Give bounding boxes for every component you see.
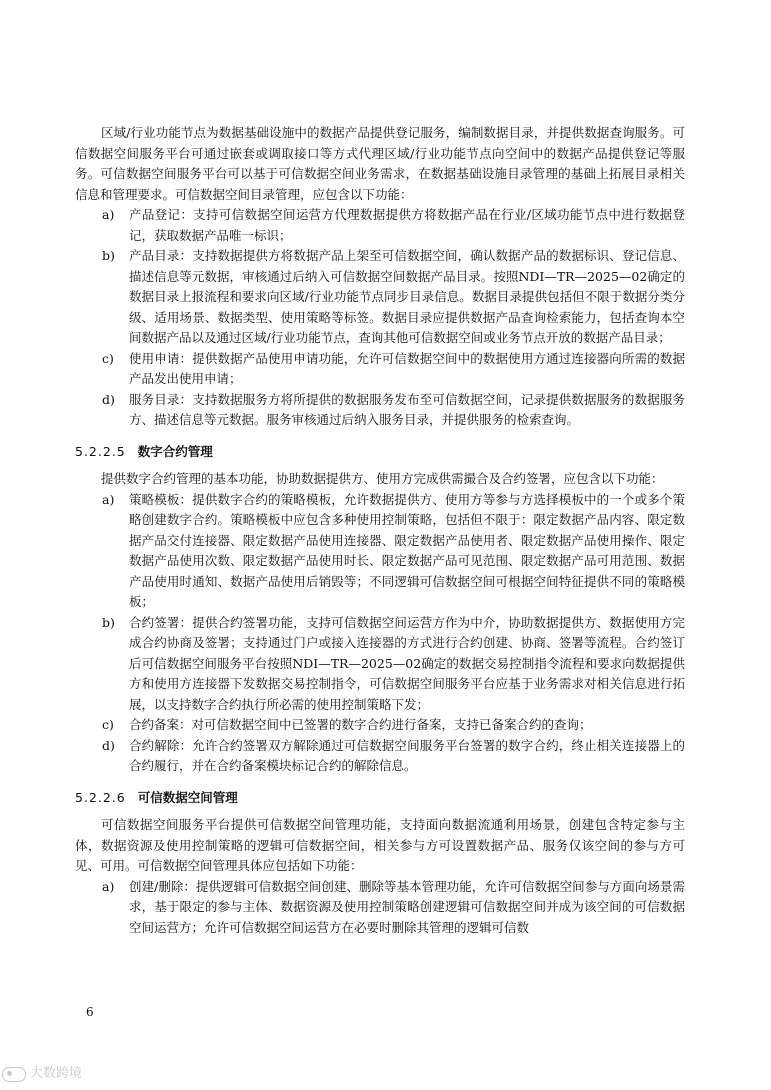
page-number: 6 <box>86 1005 94 1019</box>
section-title: 数字合约管理 <box>137 443 213 459</box>
list-item <box>75 715 685 736</box>
list-item-text: 合约备案：对可信数据空间中已签署的数字合约进行备案，支持已备案合约的查询； <box>129 717 592 732</box>
list-marker: c) <box>102 717 114 732</box>
list-marker: d) <box>102 737 115 753</box>
list-item <box>75 349 685 390</box>
list-item-text: 产品登记：支持可信数据空间运营方代理数据提供方将数据产品在行业/区域功能节点中进行数据登记，获取数据产品唯一标识； <box>129 207 685 243</box>
list-item <box>75 613 685 716</box>
section-paragraph: 提供数字合约管理的基本功能，协助数据提供方、使用方完成供需撮合及合约签署，应包含以下功能： <box>101 471 664 486</box>
list-item-text: 创建/删除：提供逻辑可信数据空间创建、删除等基本管理功能，允许可信数据空间参与方面向场景需求，基于限定的参与主体、数据资源及使用控制策略创建逻辑可信数据空间并成为该空间的可信数据空间运营方；允许可信数据空间运营方在必要时删除其管理的逻辑可信数 <box>129 878 685 935</box>
list-item-text: 策略模板：提供数字合约的策略模板，允许数据提供方、使用方等参与方选择模板中的一个或多个策略创建数字合约。策略模板中应包含多种使用控制策略，包括但不限于：限定数据产品内容、限定数据产品交付连接器、限定数据产品使用连接器、限定数据产品使用者、限定数据产品使用操作、限定数据产品使用次数、限定数据产品使用时长、限定数据产品可见范围、限定数据产品可用范围、数据产品使用时通知、数据产品使用后销毁等；不同逻辑可信数据空间可根据空间特征提供不同的策略模板； <box>129 491 685 609</box>
list-item <box>75 490 685 613</box>
watermark <box>2 1064 82 1085</box>
list-marker: c) <box>102 350 114 366</box>
section-list <box>75 877 685 939</box>
section-paragraph: 可信数据空间服务平台提供可信数据空间管理功能，支持面向数据流通利用场景，创建包含特定参与主体，数据资源及使用控制策略的逻辑可信数据空间，相关参与方可设置数据产品、服务仅该空间的参与方可见、可用。可信数据空间管理具体应包括如下功能： <box>75 817 685 873</box>
list-marker: a) <box>102 491 115 507</box>
list-item <box>75 877 685 939</box>
list-marker: d) <box>102 391 115 407</box>
list-item-text: 产品目录：支持数据提供方将数据产品上架至可信数据空间，确认数据产品的数据标识、登记信息、描述信息等元数据，审核通过后纳入可信数据空间数据产品目录。按照NDI—TR—2025—02确定的数据目录上报流程和要求向区域/行业功能节点同步目录信息。数据目录提供包括但不限于数据分类分级、适用场景、数据类型、使用策略等标签。数据目录应提供数据产品查询检索能力，包括查询本空间数据产品以及通过区域/行业功能节点，查询其他可信数据空间或业务节点开放的数据产品目录； <box>129 248 685 345</box>
watermark-text: 大数跨境 <box>30 1066 83 1081</box>
section-number: 5.2.2.6 <box>75 789 126 805</box>
list-item <box>75 390 685 431</box>
section-number: 5.2.2.5 <box>75 443 126 459</box>
list-item-text: 合约解除：允许合约签署双方解除通过可信数据空间服务平台签署的数字合约，终止相关连接器上的合约履行，并在合约备案模块标记合约的解除信息。 <box>129 737 685 773</box>
list-marker: a) <box>102 878 115 894</box>
list-item-text: 合约签署：提供合约签署功能，支持可信数据空间运营方作为中介，协助数据提供方、数据使用方完成合约协商及签署；支持通过门户或接入连接器的方式进行合约创建、协商、签署等流程。合约签订后可信数据空间服务平台按照NDI—TR—2025—02确定的数据交易控制指令流程和要求向数据提供方和使用方连接器下发数据交易控制指令，可信数据空间服务平台应基于业务需求对相关信息进行拓展，以支持数字合约执行所必需的使用控制策略下发； <box>129 614 685 712</box>
section-title: 可信数据空间管理 <box>137 789 238 805</box>
intro-paragraph: 区域/行业功能节点为数据基础设施中的数据产品提供登记服务，编制数据目录，并提供数据查询服务。可信数据空间服务平台可通过嵌套或调取接口等方式代理区域/行业功能节点向空间中的数据产品提供登记等服务。可信数据空间服务平台可以基于可信数据空间业务需求，在数据基础设施目录管理的基础上拓展目录相关信息和管理要求。可信数据空间目录管理，应包含以下功能： <box>75 125 685 202</box>
list-marker: a) <box>102 207 115 222</box>
section-heading-5-2-2-5 <box>75 442 685 463</box>
document-body <box>75 123 685 938</box>
list-marker: b) <box>102 614 115 630</box>
section-list <box>75 490 685 777</box>
list-item-text: 服务目录：支持数据服务方将所提供的数据服务发布至可信数据空间，记录提供数据服务的数据服务方、描述信息等元数据。服务审核通过后纳入服务目录，并提供服务的检索查询。 <box>129 391 685 427</box>
section-heading-5-2-2-6 <box>75 788 685 809</box>
intro-list <box>75 205 685 431</box>
list-item <box>75 205 685 246</box>
list-item <box>75 246 685 349</box>
list-marker: b) <box>102 248 115 263</box>
list-item <box>75 736 685 777</box>
list-item-text: 使用申请：提供数据产品使用申请功能，允许可信数据空间中的数据使用方通过连接器向所需的数据产品发出使用申请； <box>129 350 685 386</box>
watermark-logo-icon <box>2 1067 26 1082</box>
